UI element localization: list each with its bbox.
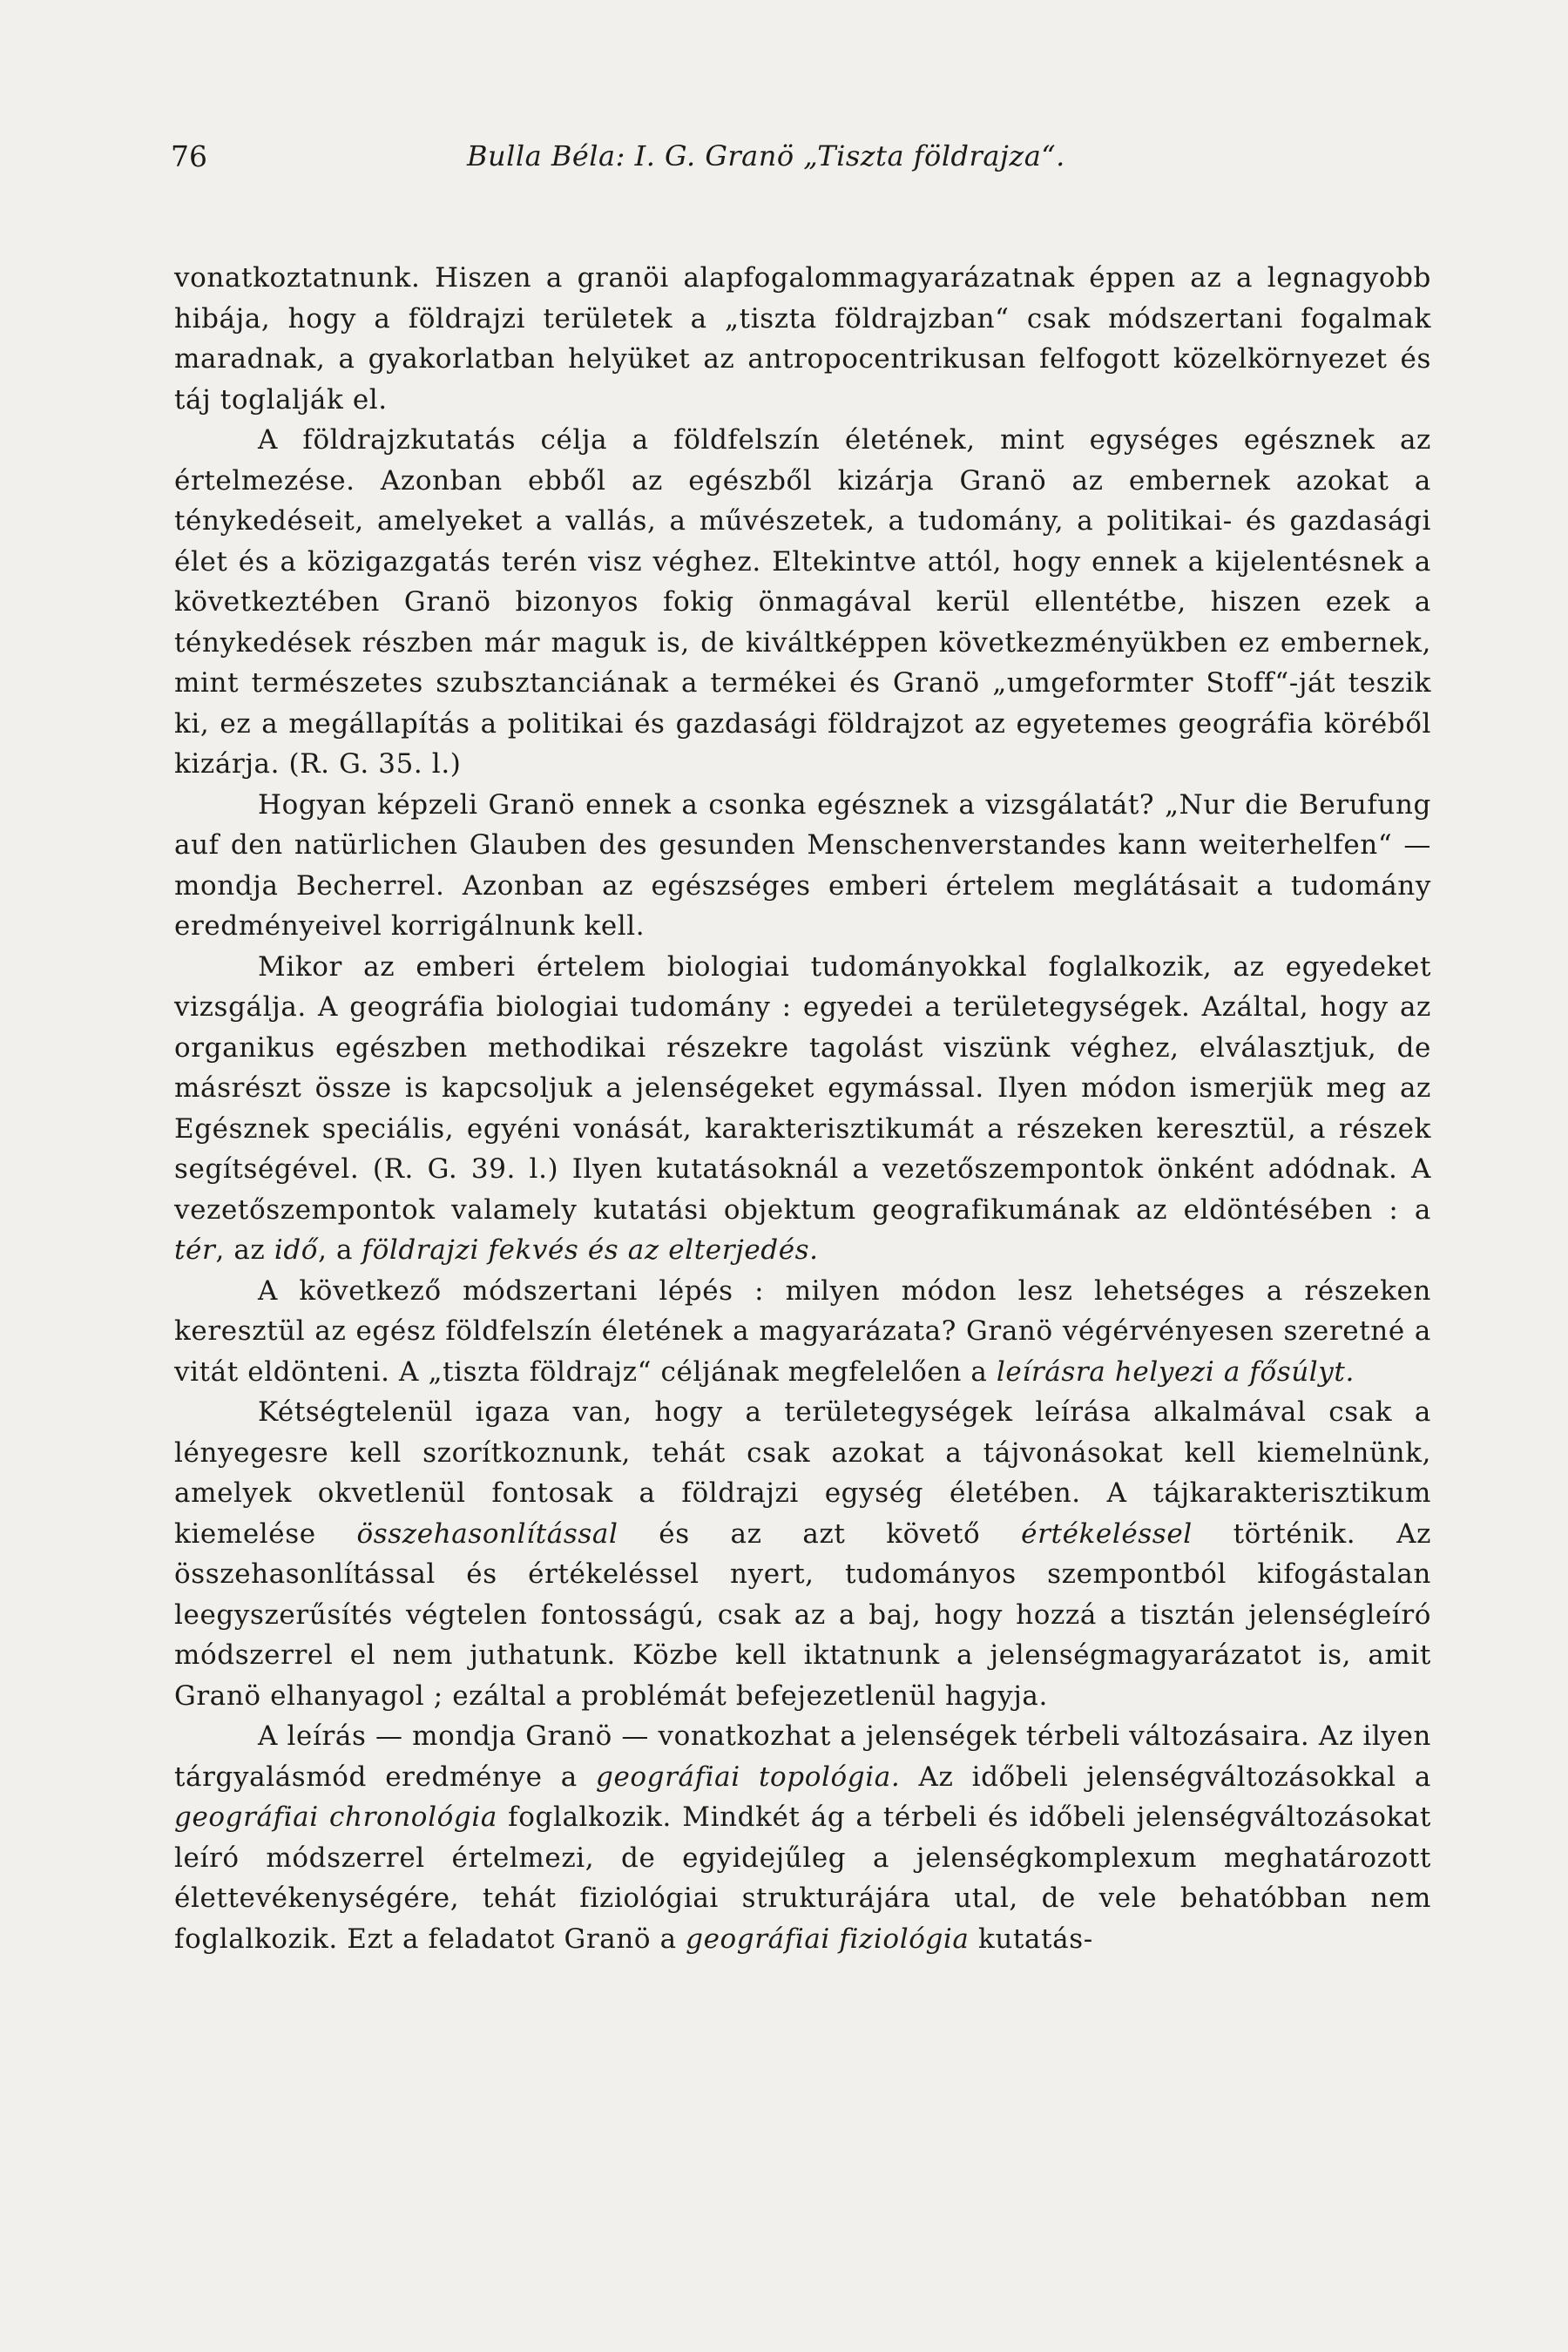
text-run: Az időbeli jelenségváltozásokkal a bbox=[900, 1761, 1431, 1793]
paragraph bbox=[174, 1716, 1431, 1959]
italic-text: geográfiai chronológia bbox=[174, 1801, 497, 1833]
italic-text: geográfiai topológia. bbox=[596, 1761, 901, 1793]
text-run: A földrajzkutatás célja a földfelszín életének, mint egységes egésznek az értelmezése. Azonban ebből az egészből kizárja Granö az embernek azokat a ténykedéseit, amelyeket a vallás, a művészetek, a tudomány, a politikai- és gazdasági élet és a közigazgatás terén visz véghez. Eltekintve attól, hogy ennek a kijelentésnek a következtében Granö bizonyos fokig önmagával kerül ellentétbe, hiszen ezek a ténykedések részben már maguk is, de kiváltképpen következményükben ez embernek, mint természetes szubsztanciának a termékei és Granö „umgeformter Stoff“-ját teszik ki, ez a megállapítás a politikai és gazdasági földrajzot az egyetemes geográfia köréből kizárja. (R. G. 35. l.) bbox=[174, 424, 1431, 780]
italic-text: idő bbox=[274, 1234, 319, 1266]
italic-text: geográfiai fiziológia bbox=[686, 1923, 970, 1955]
text-run: , a bbox=[318, 1234, 362, 1266]
italic-text: leírásra helyezi a fősúlyt. bbox=[996, 1355, 1355, 1388]
running-head bbox=[171, 139, 1425, 183]
text-run: A következő módszertani lépés : milyen módon lesz lehetséges a részeken keresztül az egész földfelszín életének a magyarázata? Granö végérvényesen szeretné a vitát eldönteni. A „tiszta földrajz“ céljának megfelelően a bbox=[174, 1274, 1431, 1388]
text-run: kutatás- bbox=[969, 1923, 1093, 1955]
italic-text: értékeléssel bbox=[1021, 1517, 1193, 1550]
italic-text: összehasonlítással bbox=[356, 1517, 618, 1550]
paragraph bbox=[174, 1392, 1431, 1716]
text-run: és az azt követő bbox=[618, 1517, 1022, 1550]
running-title: Bulla Béla: I. G. Granö „Tiszta földrajza“. bbox=[467, 139, 1065, 172]
text-run: történik. Az összehasonlítással és értékeléssel nyert, tudományos szempontból kifogástalan leegyszerűsítés végtelen fontosságú, csak az a baj, hogy hozzá a tisztán jelenségleíró módszerrel el nem juthatunk. Közbe kell iktatnunk a jelenségmagyarázatot is, amit Granö elhanyagol ; ezáltal a problémát befejezetlenül hagyja. bbox=[174, 1517, 1432, 1712]
body-text bbox=[174, 258, 1431, 1959]
text-run: Hogyan képzeli Granö ennek a csonka egésznek a vizsgálatát? „Nur die Berufung auf den natürlichen Glauben des gesunden Menschenverstandes kann weiterhelfen“ — mondja Becherrel. Azonban az egészséges emberi értelem meglátásait a tudomány eredményeivel korrigálnunk kell. bbox=[174, 788, 1431, 942]
text-run: , az bbox=[215, 1234, 274, 1266]
paragraph bbox=[174, 785, 1431, 947]
text-run: A leírás — mondja Granö — vonatkozhat a jelenségek térbeli változásaira. Az ilyen tárgyalásmód eredménye a bbox=[174, 1720, 1431, 1793]
text-run: Kétségtelenül igaza van, hogy a területegységek leírása alkalmával csak a lényegesre kell szorítkoznunk, tehát csak azokat a tájvonásokat kell kiemelnünk, amelyek okvetlenül fontosak a földrajzi egység életében. A tájkarakterisztikum kiemelése bbox=[174, 1396, 1431, 1550]
paragraph bbox=[174, 420, 1431, 785]
text-run: vonatkoztatnunk. Hiszen a granöi alapfogalommagyarázatnak éppen az a legnagyobb hibája, hogy a földrajzi területek a „tiszta földrajzban“ csak módszertani fogalmak maradnak, a gyakorlatban helyüket az antropocentrikusan felfogott közelkörnyezet és táj toglalják el. bbox=[174, 262, 1431, 416]
italic-text: tér bbox=[174, 1234, 216, 1266]
italic-text: földrajzi fekvés és az elterjedés. bbox=[362, 1234, 819, 1266]
text-run: Mikor az emberi értelem biologiai tudományokkal foglalkozik, az egyedeket vizsgálja. A geográfia biologiai tudomány : egyedei a területegységek. Azáltal, hogy az organikus egészben methodikai részekre tagolást viszünk véghez, elválasztjuk, de másrészt össze is kapcsoljuk a jelenségeket egymással. Ilyen módon ismerjük meg az Egésznek speciális, egyéni vonását, karakterisztikumát a részeken keresztül, a részek segítségével. (R. G. 39. l.) Ilyen kutatásoknál a vezetőszempontok önként adódnak. A vezetőszempontok valamely kutatási objektum geografikumának az eldöntésében : a bbox=[174, 950, 1431, 1226]
text-run: foglalkozik. Mindkét ág a térbeli és időbeli jelenségváltozásokat leíró módszerrel értelmezi, de egyidejűleg a jelenségkomplexum meghatározott élettevékenységére, tehát fiziológiai strukturájára utal, de vele behatóbban nem foglalkozik. Ezt a feladatot Granö a bbox=[174, 1801, 1431, 1955]
page-number: 76 bbox=[171, 139, 207, 173]
paragraph bbox=[174, 947, 1431, 1271]
paragraph bbox=[174, 1271, 1431, 1393]
paragraph bbox=[174, 258, 1431, 420]
